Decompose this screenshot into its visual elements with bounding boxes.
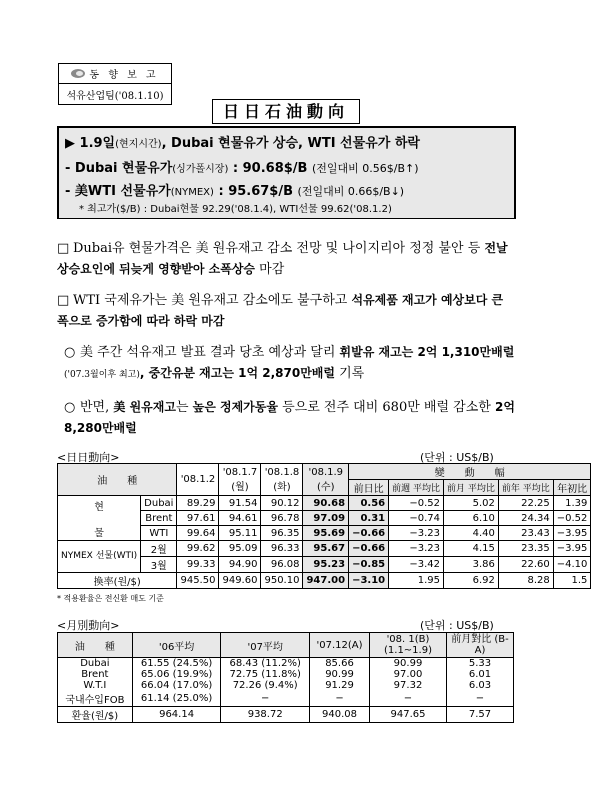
table-row: W.T.I 66.04 (17.0%) 72.26 (9.4%) 91.29 97.32 6.03	[58, 680, 514, 691]
monthly-table	[57, 632, 514, 723]
header-date: '08.1.2	[177, 464, 219, 496]
header-date: '08.1.8 (화)	[261, 464, 303, 496]
summary-record-high: * 최고가($/B) : Dubai현물 92.29('08.1.4), WTI선물 99.62('08.1.2)	[79, 204, 392, 215]
header-ytd: 年初比	[553, 480, 591, 496]
paragraph-inventory: ○ 美 주간 석유재고 발표 결과 당초 예상과 달리 휘발유 재고는 2억 1,310만배럴('07.3월이후 최고), 중간유분 재고는 1억 2,870만배럴 기록	[64, 345, 515, 381]
report-type	[59, 64, 171, 84]
group-futures: NYMEX 선물(WTI)	[58, 541, 141, 573]
header-oil-type: 油 種	[58, 464, 177, 496]
header-prev-week: 前週 平均比	[389, 480, 444, 496]
paragraph-wti: □ WTI 국제유가는 美 원유재고 감소에도 불구하고 석유제품 재고가 예상보다 큰 폭으로 증가함에 따라 하락 마감	[57, 293, 504, 328]
paragraph-crude-stock: ○ 반면, 美 원유재고는 높은 정제가동율 등으로 전주 대비 680만 배럴 감소한 2억8,280만배럴	[64, 400, 515, 435]
summary-dubai: - Dubai 현물유가(싱가폴시장) : 90.68$/B (전일대비 0.56$/B↑)	[65, 161, 419, 176]
header-prev-month: 前月 平均比	[444, 480, 499, 496]
table-row: WTI 99.64 95.11 96.35 95.69 −0.66 −3.23 4.40 23.43 −3.95	[58, 526, 591, 541]
daily-section-label: <日日動向>	[57, 451, 120, 464]
header-date-current: '08.1.9 (수)	[303, 464, 349, 496]
table-header-row: 油 種 '06平均 '07平均 '07.12(A) '08. 1(B) (1.1~1.9) 前月對比 (B-A)	[58, 633, 514, 658]
report-header-box	[58, 63, 172, 105]
paragraph-dubai: □ Dubai유 현물가격은 美 원유재고 감소 전망 및 나이지리아 정정 불안 등 전날 상승요인에 뒤늦게 영향받아 소폭상승 마감	[57, 241, 508, 277]
table-row-fx: 換率(원/$) 945.50 949.60 950.10 947.00 −3.10 1.95 6.92 8.28 1.5	[58, 573, 591, 589]
company-logo-icon	[71, 69, 85, 78]
table-row: Brent 65.06 (19.9%) 72.75 (11.8%) 90.99 97.00 6.01	[58, 669, 514, 680]
page-title: 日日石油動向	[212, 99, 360, 124]
team-date: 석유산업팀('08.1.10)	[66, 90, 164, 102]
fx-note: * 적용환율은 전신환 매도 기준	[57, 594, 164, 603]
table-row: 3월 99.33 94.90 96.08 95.23 −0.85 −3.42 3.86 22.60 −4.10	[58, 557, 591, 573]
table-row-fx: 환율(원/$) 964.14 938.72 940.08 947.65 7.57	[58, 707, 514, 723]
header-change: 變 動 幅	[349, 464, 591, 480]
table-row: 국내수입FOB 61.14 (25.0%) − − − −	[58, 691, 514, 707]
header-prev-day: 前日比	[349, 480, 389, 496]
summary-headline: ▶ 1.9일(현지시간), Dubai 현물유가 상승, WTI 선물유가 하락	[65, 136, 420, 151]
monthly-section-label: <月別動向>	[57, 619, 120, 632]
table-row: Dubai 61.55 (24.5%) 68.43 (11.2%) 85.66 90.99 5.33	[58, 658, 514, 670]
header-date: '08.1.7 (월)	[219, 464, 261, 496]
summary-box	[57, 126, 516, 219]
daily-table	[57, 463, 591, 589]
table-row: 현 물 Dubai 89.29 91.54 90.12 90.68 0.56 −0.52 5.02 22.25 1.39	[58, 496, 591, 511]
arrow-marker-icon: ▶	[65, 136, 75, 151]
report-type-label: 동 향 보 고	[89, 70, 159, 81]
monthly-unit: (단위 : US$/B)	[420, 619, 494, 632]
table-row: Brent 97.61 94.61 96.78 97.09 0.31 −0.74 6.10 24.34 −0.52	[58, 511, 591, 526]
table-header-row	[58, 464, 591, 480]
daily-unit: (단위 : US$/B)	[420, 451, 494, 464]
header-prev-year: 前年 平均比	[498, 480, 553, 496]
group-spot: 현 물	[58, 496, 141, 541]
summary-wti: - 美WTI 선물유가(NYMEX) : 95.67$/B (전일대비 0.66$/B↓)	[65, 184, 405, 199]
table-row: NYMEX 선물(WTI) 2월 99.62 95.09 96.33 95.67 −0.66 −3.23 4.15 23.35 −3.95	[58, 541, 591, 557]
